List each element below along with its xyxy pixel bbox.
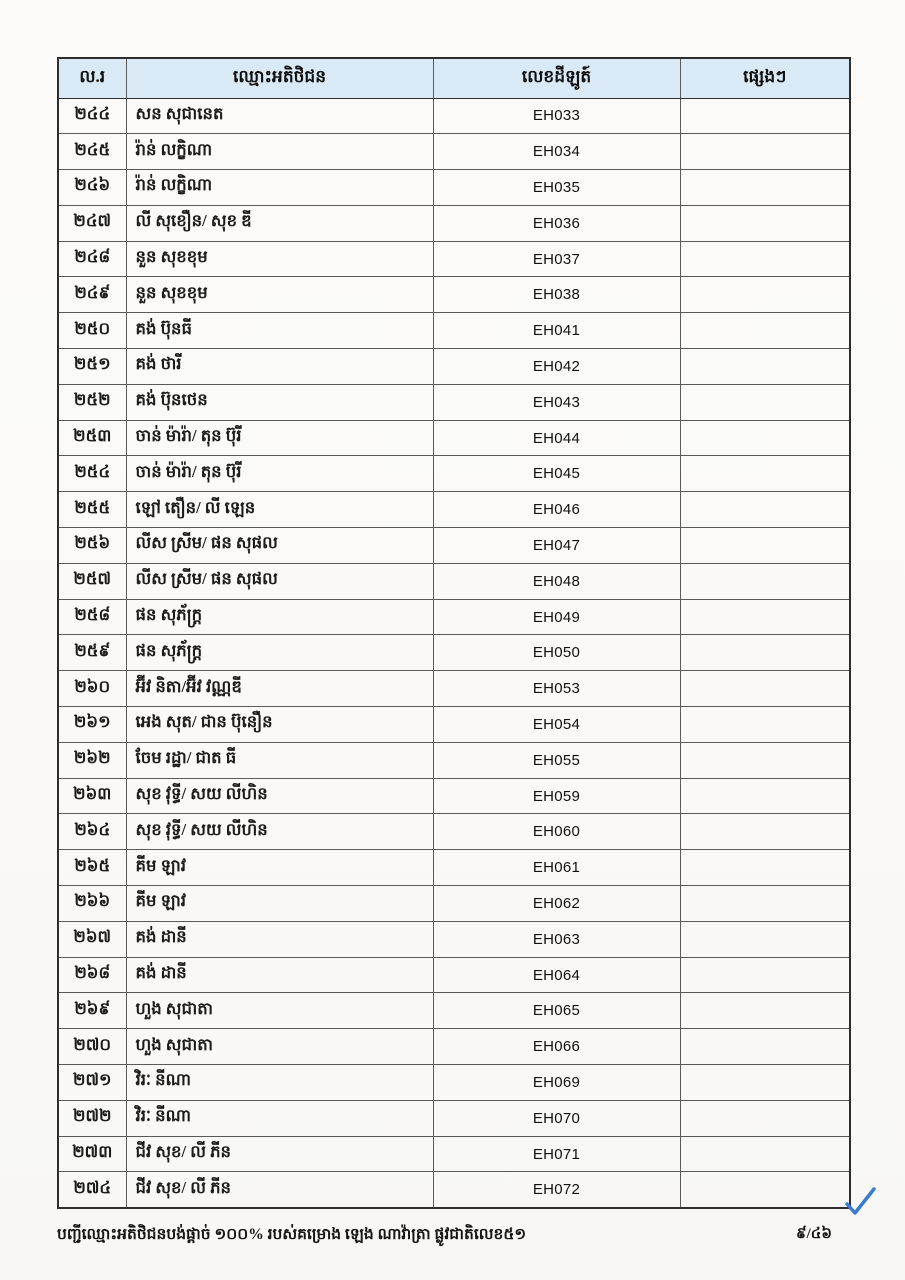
customer-name-cell: សុខ វុទ្ធី/ សយ លីហិន: [126, 814, 433, 850]
misc-cell: [680, 384, 850, 420]
row-number-cell: ២៦២: [58, 742, 126, 778]
table-row: [58, 635, 850, 671]
table-row: [58, 420, 850, 456]
customer-name-cell: លីស ស្រីម/ ផន សុផល: [126, 563, 433, 599]
row-number-cell: ២៦៥: [58, 850, 126, 886]
misc-cell: [680, 1100, 850, 1136]
table-row: [58, 349, 850, 385]
lot-number-cell: EH070: [433, 1100, 680, 1136]
table-row: [58, 134, 850, 170]
customer-name-cell: គង់ ប៊ុនថេន: [126, 384, 433, 420]
lot-number-cell: EH034: [433, 134, 680, 170]
col-header-customer-name: ឈ្មោះអតិថិជន: [126, 58, 433, 98]
misc-cell: [680, 707, 850, 743]
table-header-row: [58, 58, 850, 98]
misc-cell: [680, 957, 850, 993]
misc-cell: [680, 492, 850, 528]
table-row: [58, 1100, 850, 1136]
lot-number-cell: EH033: [433, 98, 680, 134]
customer-lot-table: [57, 57, 851, 1209]
table-row: [58, 921, 850, 957]
customer-name-cell: លី សុខឿន/ សុខ ឌី: [126, 205, 433, 241]
row-number-cell: ២៥៨: [58, 599, 126, 635]
customer-name-cell: រ៉ាន់ លក្ខិណា: [126, 134, 433, 170]
misc-cell: [680, 313, 850, 349]
customer-name-cell: វិរៈ នីណា: [126, 1065, 433, 1101]
misc-cell: [680, 778, 850, 814]
customer-name-cell: រ៉ាន់ លក្ខិណា: [126, 170, 433, 206]
customer-name-cell: ចាន់ ម៉ារ៉ា/ តុន ប៊ុរី: [126, 456, 433, 492]
misc-cell: [680, 1172, 850, 1208]
lot-number-cell: EH071: [433, 1136, 680, 1172]
table-row: [58, 1136, 850, 1172]
customer-name-cell: ផន សុភ័ក្ត្រ: [126, 635, 433, 671]
table-row: [58, 671, 850, 707]
lot-number-cell: EH065: [433, 993, 680, 1029]
col-header-misc: ផ្សេងៗ: [680, 58, 850, 98]
misc-cell: [680, 993, 850, 1029]
row-number-cell: ២៦៤: [58, 814, 126, 850]
customer-name-cell: នួន សុខខុម: [126, 241, 433, 277]
row-number-cell: ២៤៤: [58, 98, 126, 134]
row-number-cell: ២៥២: [58, 384, 126, 420]
page-footer: [57, 1224, 850, 1247]
table-row: [58, 778, 850, 814]
table-row: [58, 313, 850, 349]
table-row: [58, 241, 850, 277]
customer-name-cell: ឡៅ តឿន/ លី ឡេន: [126, 492, 433, 528]
row-number-cell: ២៥៩: [58, 635, 126, 671]
customer-name-cell: សន សុជានេត: [126, 98, 433, 134]
row-number-cell: ២៧២: [58, 1100, 126, 1136]
customer-name-cell: ហួង សុជាតា: [126, 1029, 433, 1065]
lot-number-cell: EH047: [433, 528, 680, 564]
misc-cell: [680, 98, 850, 134]
misc-cell: [680, 921, 850, 957]
row-number-cell: ២៤៨: [58, 241, 126, 277]
lot-number-cell: EH053: [433, 671, 680, 707]
table-row: [58, 993, 850, 1029]
row-number-cell: ២៥៧: [58, 563, 126, 599]
lot-number-cell: EH054: [433, 707, 680, 743]
misc-cell: [680, 241, 850, 277]
customer-name-cell: ផន សុភ័ក្ត្រ: [126, 599, 433, 635]
misc-cell: [680, 170, 850, 206]
page-number: ៩/៤៦: [795, 1226, 832, 1242]
table-body: [58, 98, 850, 1208]
customer-name-cell: អេង សុត/ ជាន ប៊ុនឿន: [126, 707, 433, 743]
lot-number-cell: EH055: [433, 742, 680, 778]
row-number-cell: ២៧១: [58, 1065, 126, 1101]
customer-name-cell: ជីវ សុខ/ លី ភីន: [126, 1136, 433, 1172]
customer-name-cell: ចាន់ ម៉ារ៉ា/ តុន ប៊ុរី: [126, 420, 433, 456]
row-number-cell: ២៤៦: [58, 170, 126, 206]
row-number-cell: ២៥៦: [58, 528, 126, 564]
row-number-cell: ២៦៨: [58, 957, 126, 993]
lot-number-cell: EH049: [433, 599, 680, 635]
row-number-cell: ២៤៩: [58, 277, 126, 313]
misc-cell: [680, 349, 850, 385]
lot-number-cell: EH064: [433, 957, 680, 993]
row-number-cell: ២៤៥: [58, 134, 126, 170]
table-row: [58, 886, 850, 922]
table-row: [58, 814, 850, 850]
lot-number-cell: EH048: [433, 563, 680, 599]
row-number-cell: ២៥៥: [58, 492, 126, 528]
table-row: [58, 563, 850, 599]
customer-name-cell: គង់ ដានី: [126, 921, 433, 957]
table-row: [58, 1065, 850, 1101]
row-number-cell: ២៥៣: [58, 420, 126, 456]
handwritten-check-icon: [843, 1186, 877, 1216]
table-row: [58, 528, 850, 564]
row-number-cell: ២៦៧: [58, 921, 126, 957]
table-row: [58, 170, 850, 206]
customer-name-cell: គង់ ដានី: [126, 957, 433, 993]
misc-cell: [680, 205, 850, 241]
customer-name-cell: ហួង សុជាតា: [126, 993, 433, 1029]
misc-cell: [680, 814, 850, 850]
customer-name-cell: គីម ឡាវ: [126, 850, 433, 886]
table-row: [58, 98, 850, 134]
row-number-cell: ២៧៣: [58, 1136, 126, 1172]
lot-number-cell: EH043: [433, 384, 680, 420]
lot-number-cell: EH042: [433, 349, 680, 385]
customer-name-cell: គីម ឡាវ: [126, 886, 433, 922]
table-header: [58, 58, 850, 98]
customer-name-cell: នួន សុខខុម: [126, 277, 433, 313]
lot-number-cell: EH037: [433, 241, 680, 277]
lot-number-cell: EH036: [433, 205, 680, 241]
row-number-cell: ២៦១: [58, 707, 126, 743]
lot-number-cell: EH062: [433, 886, 680, 922]
lot-number-cell: EH050: [433, 635, 680, 671]
row-number-cell: ២៦៩: [58, 993, 126, 1029]
row-number-cell: ២៥៤: [58, 456, 126, 492]
col-header-number: ល.រ: [58, 58, 126, 98]
table-row: [58, 277, 850, 313]
lot-number-cell: EH045: [433, 456, 680, 492]
table-row: [58, 1172, 850, 1208]
misc-cell: [680, 1029, 850, 1065]
row-number-cell: ២៧០: [58, 1029, 126, 1065]
lot-number-cell: EH069: [433, 1065, 680, 1101]
misc-cell: [680, 277, 850, 313]
row-number-cell: ២៦០: [58, 671, 126, 707]
table-row: [58, 205, 850, 241]
customer-name-cell: ចែម រដ្ឋា/ ជាត ធី: [126, 742, 433, 778]
misc-cell: [680, 528, 850, 564]
lot-number-cell: EH066: [433, 1029, 680, 1065]
table-row: [58, 456, 850, 492]
table-row: [58, 707, 850, 743]
footer-caption: បញ្ជីឈ្មោះអតិថិជនបង់ផ្តាច់ ១០០% របស់គម្រោង ឡេង ណាវ៉ាត្រា ផ្លូវជាតិលេខ៥១: [57, 1226, 527, 1243]
table-row: [58, 384, 850, 420]
customer-name-cell: ជីវ សុខ/ លី ភីន: [126, 1172, 433, 1208]
lot-number-cell: EH060: [433, 814, 680, 850]
lot-number-cell: EH046: [433, 492, 680, 528]
col-header-lot-number: លេខដីឡូត៍: [433, 58, 680, 98]
misc-cell: [680, 1136, 850, 1172]
customer-name-cell: គង់ ប៊ុនធី: [126, 313, 433, 349]
lot-number-cell: EH072: [433, 1172, 680, 1208]
row-number-cell: ២៧៤: [58, 1172, 126, 1208]
table-row: [58, 850, 850, 886]
misc-cell: [680, 886, 850, 922]
lot-number-cell: EH038: [433, 277, 680, 313]
misc-cell: [680, 742, 850, 778]
lot-number-cell: EH035: [433, 170, 680, 206]
row-number-cell: ២៥០: [58, 313, 126, 349]
lot-number-cell: EH063: [433, 921, 680, 957]
misc-cell: [680, 456, 850, 492]
table-row: [58, 599, 850, 635]
lot-number-cell: EH061: [433, 850, 680, 886]
customer-name-cell: សុខ វុទ្ធី/ សយ លីហិន: [126, 778, 433, 814]
misc-cell: [680, 420, 850, 456]
lot-number-cell: EH044: [433, 420, 680, 456]
misc-cell: [680, 1065, 850, 1101]
customer-name-cell: គង់ ថារី: [126, 349, 433, 385]
row-number-cell: ២៤៧: [58, 205, 126, 241]
customer-name-cell: លីស ស្រីម/ ផន សុផល: [126, 528, 433, 564]
table-row: [58, 957, 850, 993]
misc-cell: [680, 671, 850, 707]
misc-cell: [680, 134, 850, 170]
table-row: [58, 1029, 850, 1065]
row-number-cell: ២៥១: [58, 349, 126, 385]
table-row: [58, 492, 850, 528]
misc-cell: [680, 635, 850, 671]
customer-name-cell: អ៊ីវ និតា/អ៊ីវ វណ្ណឌី: [126, 671, 433, 707]
row-number-cell: ២៦៦: [58, 886, 126, 922]
customer-name-cell: វិរៈ នីណា: [126, 1100, 433, 1136]
table-row: [58, 742, 850, 778]
misc-cell: [680, 850, 850, 886]
lot-number-cell: EH041: [433, 313, 680, 349]
misc-cell: [680, 599, 850, 635]
row-number-cell: ២៦៣: [58, 778, 126, 814]
lot-number-cell: EH059: [433, 778, 680, 814]
misc-cell: [680, 563, 850, 599]
